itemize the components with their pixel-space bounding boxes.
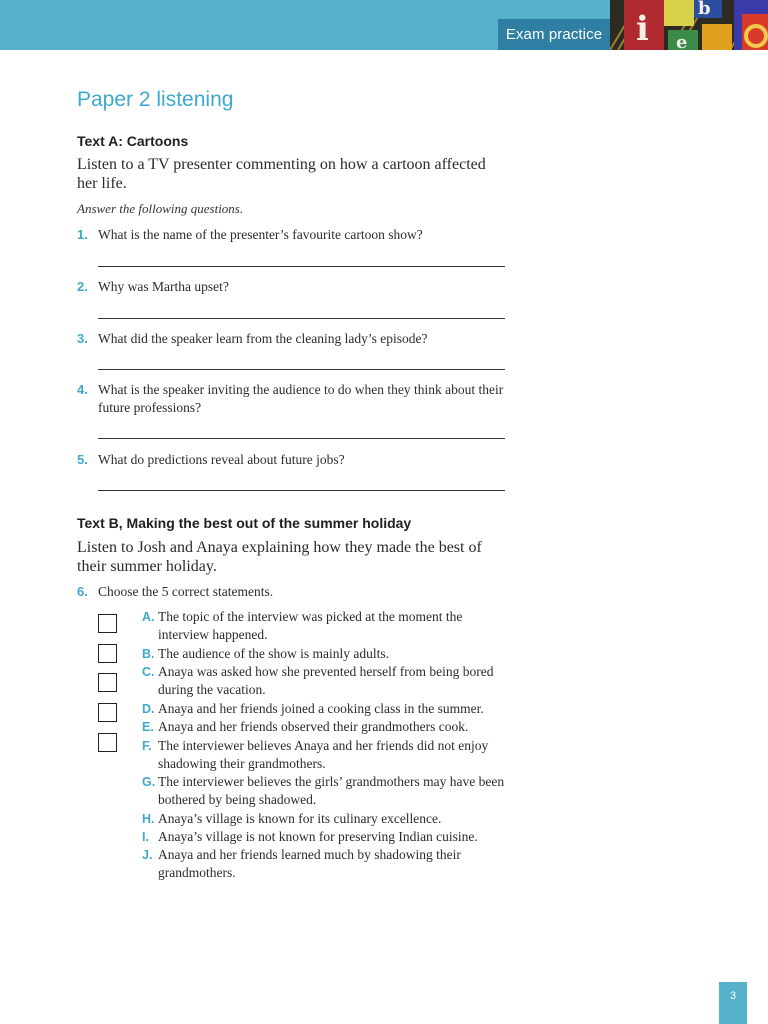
option-letter: I. — [142, 830, 149, 844]
answer-checkbox[interactable] — [98, 673, 117, 692]
text-b-heading: Text B, Making the best out of the summer holiday — [77, 515, 412, 531]
option-text: The topic of the interview was picked at the moment the interview happened. — [158, 609, 463, 642]
question-number: 1. — [77, 227, 88, 242]
question-text: What is the name of the presenter’s favourite cartoon show? — [98, 227, 423, 242]
question-text: What is the speaker inviting the audience to do when they think about their future professions? — [98, 382, 504, 415]
instruction-text: Answer the following questions. — [77, 201, 244, 216]
option-letter: G. — [142, 775, 156, 789]
answer-checkbox[interactable] — [98, 703, 117, 722]
option-text: Anaya was asked how she prevented herself from being bored during the vacation. — [158, 664, 494, 697]
question-text: Why was Martha upset? — [98, 279, 229, 294]
option-letter: D. — [142, 702, 155, 716]
option-letter: F. — [142, 739, 152, 753]
option-letter: B. — [142, 647, 155, 661]
option-text: The interviewer believes Anaya and her friends did not enjoy shadowing their grandmothers. — [158, 738, 489, 771]
svg-text:b: b — [698, 0, 711, 19]
text-a-intro: Listen to a TV presenter commenting on how a cartoon affected her life. — [77, 156, 486, 192]
question-number: 5. — [77, 452, 88, 467]
text-a-heading: Text A: Cartoons — [77, 133, 189, 149]
answer-line-3[interactable] — [98, 369, 505, 370]
exam-practice-tab: Exam practice — [498, 19, 610, 50]
page-title: Paper 2 listening — [77, 88, 234, 111]
answer-line-2[interactable] — [98, 318, 505, 319]
question-text: What do predictions reveal about future jobs? — [98, 452, 345, 467]
option-text: Anaya’s village is known for its culinary excellence. — [158, 811, 442, 826]
question-number: 2. — [77, 279, 88, 294]
answer-checkbox[interactable] — [98, 644, 117, 663]
decorative-letters-image — [610, 0, 768, 50]
option-text: Anaya and her friends learned much by shadowing their grandmothers. — [158, 847, 461, 880]
answer-checkbox[interactable] — [98, 733, 117, 752]
option-text: Anaya and her friends joined a cooking class in the summer. — [158, 701, 484, 716]
question-text: What did the speaker learn from the cleaning lady’s episode? — [98, 331, 428, 346]
option-letter: A. — [142, 610, 155, 624]
option-letter: J. — [142, 848, 153, 862]
answer-checkbox[interactable] — [98, 614, 117, 633]
svg-text:i: i — [636, 9, 649, 49]
question-number: 3. — [77, 331, 88, 346]
option-text: The interviewer believes the girls’ grandmothers may have been bothered by being shadowed. — [158, 774, 505, 807]
answer-line-4[interactable] — [98, 438, 505, 439]
question-text: Choose the 5 correct statements. — [98, 584, 274, 599]
answer-line-1[interactable] — [98, 266, 505, 267]
answer-line-5[interactable] — [98, 490, 505, 491]
option-text: The audience of the show is mainly adults. — [158, 646, 389, 661]
option-letter: H. — [142, 812, 155, 826]
page-number: 3 — [719, 982, 747, 1024]
option-letter: C. — [142, 665, 155, 679]
question-number: 4. — [77, 382, 88, 397]
text-b-intro: Listen to Josh and Anaya explaining how they made the best of their summer holiday. — [77, 539, 482, 575]
question-number: 6. — [77, 584, 88, 599]
option-text: Anaya’s village is not known for preserving Indian cuisine. — [158, 829, 478, 844]
option-letter: E. — [142, 720, 154, 734]
svg-text:e: e — [676, 32, 688, 50]
option-text: Anaya and her friends observed their grandmothers cook. — [158, 719, 469, 734]
